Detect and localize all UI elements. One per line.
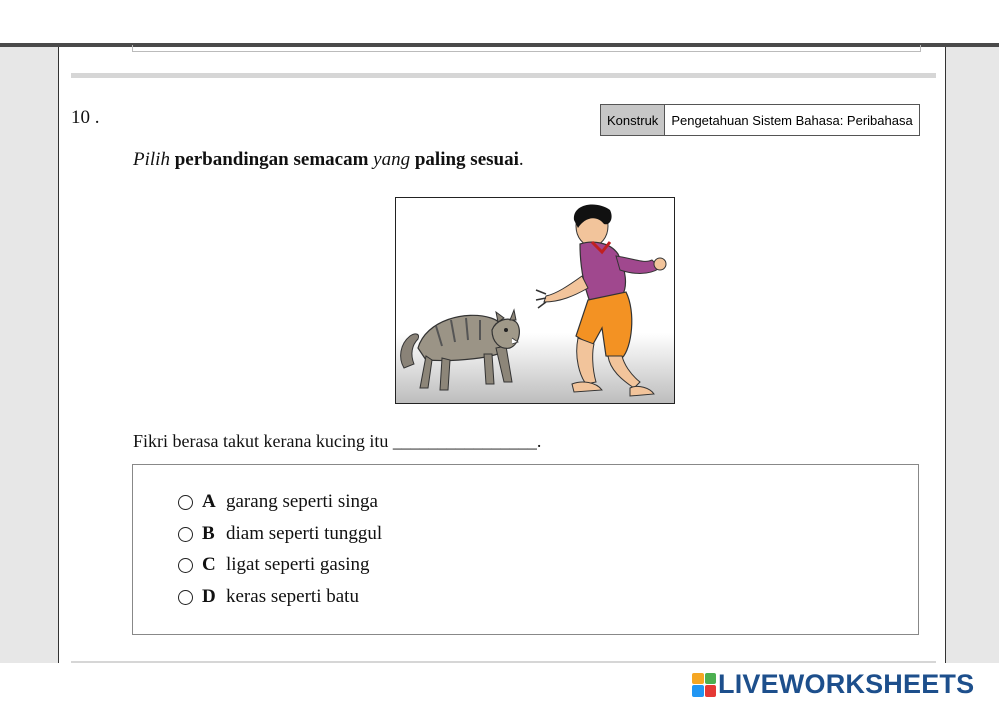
radio-icon[interactable] xyxy=(178,590,193,605)
construct-label: Konstruk xyxy=(601,105,665,135)
option-a[interactable] xyxy=(178,491,378,513)
option-text: ligat seperti gasing xyxy=(226,554,370,575)
liveworksheets-logo xyxy=(692,669,974,700)
question-instruction xyxy=(133,149,524,171)
logo-square-4 xyxy=(705,685,717,697)
option-text: diam seperti tunggul xyxy=(226,523,383,544)
option-d[interactable] xyxy=(178,586,359,608)
question-illustration xyxy=(395,197,675,404)
answer-options xyxy=(132,464,919,635)
instruction-bold-2: paling sesuai xyxy=(410,149,519,170)
brand-name: LIVEWORKSHEETS xyxy=(718,669,975,699)
logo-square-2 xyxy=(705,673,717,685)
option-text: garang seperti singa xyxy=(226,491,378,512)
right-margin xyxy=(946,47,999,663)
construct-tag xyxy=(600,104,920,136)
option-letter: D xyxy=(202,586,216,607)
instruction-bold-1: perbandingan semacam xyxy=(169,149,374,170)
option-letter: B xyxy=(202,523,215,544)
logo-grid-icon xyxy=(692,673,716,697)
left-margin xyxy=(0,47,58,663)
radio-icon[interactable] xyxy=(178,495,193,510)
instruction-word-yang: yang xyxy=(373,149,411,170)
question-separator xyxy=(71,73,936,78)
instruction-word-pilih: Pilih xyxy=(133,149,170,170)
construct-value: Pengetahuan Sistem Bahasa: Peribahasa xyxy=(665,105,918,135)
option-c[interactable] xyxy=(178,554,370,576)
radio-icon[interactable] xyxy=(178,527,193,542)
question-number: 10 . xyxy=(71,107,100,128)
frightened-boy-and-cat-illustration xyxy=(396,198,674,403)
logo-square-1 xyxy=(692,673,704,685)
bottom-separator xyxy=(71,661,936,663)
radio-icon[interactable] xyxy=(178,558,193,573)
option-text: keras seperti batu xyxy=(226,586,359,607)
option-b[interactable] xyxy=(178,523,382,545)
logo-square-3 xyxy=(692,685,704,697)
previous-question-box xyxy=(132,45,921,52)
instruction-period: . xyxy=(518,149,524,170)
option-letter: A xyxy=(202,491,216,512)
question-sentence: Fikri berasa takut kerana kucing itu ________________. xyxy=(133,431,542,451)
option-letter: C xyxy=(202,554,216,575)
worksheet-page xyxy=(58,47,946,663)
